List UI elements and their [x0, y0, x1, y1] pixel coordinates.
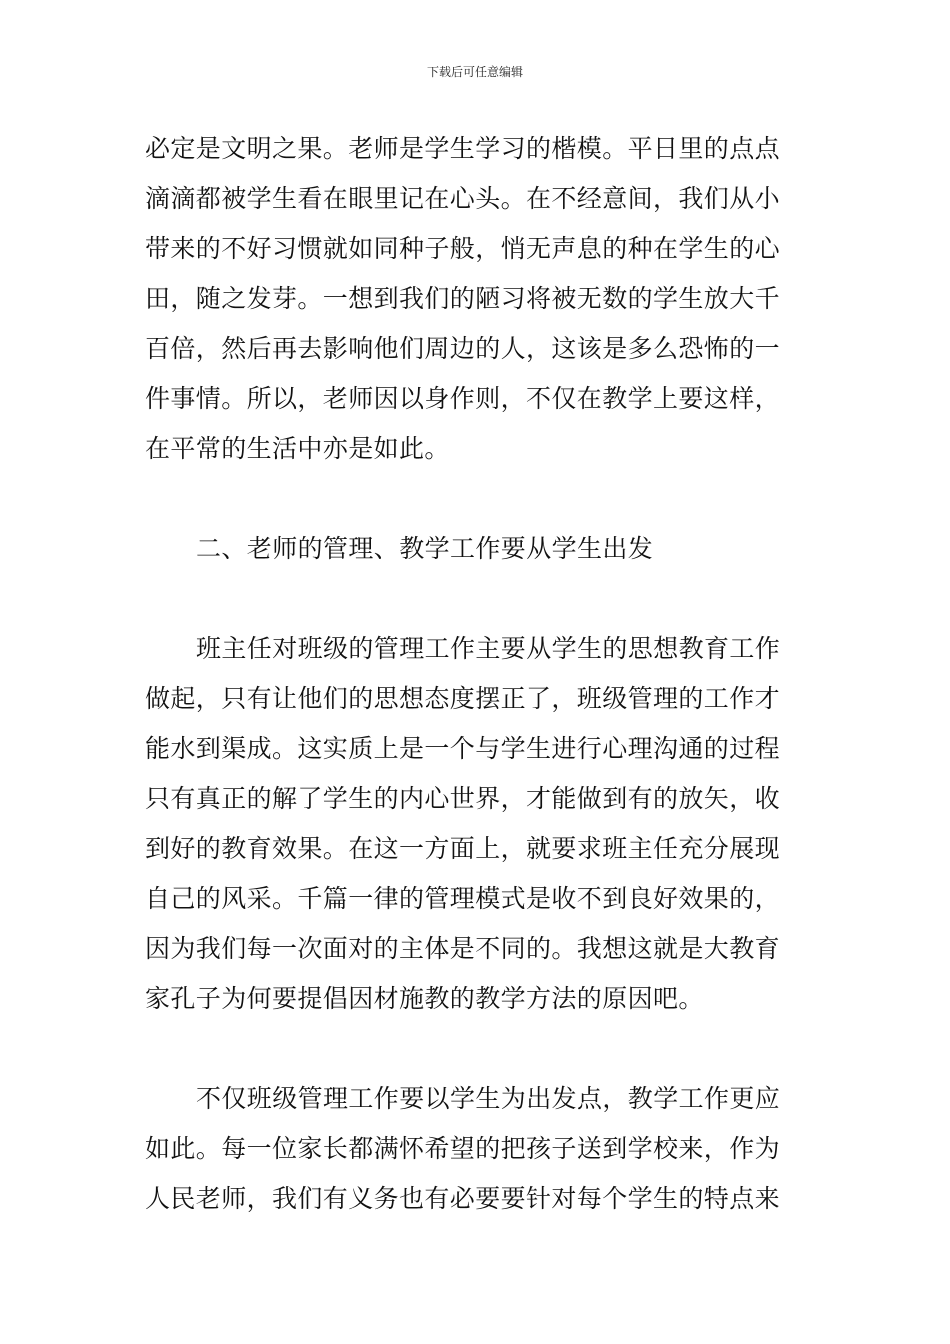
- paragraph-line: 到好的教育效果。在这一方面上，就要求班主任充分展现: [145, 834, 781, 863]
- paragraph-line: 人民老师，我们有义务也有必要要针对每个学生的特点来: [145, 1184, 781, 1213]
- paragraph-line: 百倍，然后再去影响他们周边的人，这该是多么恐怖的一: [145, 334, 781, 363]
- paragraph-line: 班主任对班级的管理工作主要从学生的思想教育工作: [196, 634, 781, 663]
- paragraph-spacer: [145, 1024, 807, 1074]
- paragraph-line: 因为我们每一次面对的主体是不同的。我想这就是大教育: [145, 934, 781, 963]
- paragraph-spacer: [145, 574, 807, 624]
- paragraph-line: 在平常的生活中亦是如此。: [145, 434, 450, 463]
- paragraph-line: 件事情。所以，老师因以身作则，不仅在教学上要这样，: [145, 384, 781, 413]
- paragraph-line: 滴滴都被学生看在眼里记在心头。在不经意间，我们从小: [145, 184, 781, 213]
- paragraph-2: [145, 624, 807, 1024]
- paragraph-line: 田，随之发芽。一想到我们的陋习将被无数的学生放大千: [145, 284, 781, 313]
- paragraph-line: 自己的风采。千篇一律的管理模式是收不到良好效果的，: [145, 884, 781, 913]
- paragraph-3: [145, 1074, 807, 1224]
- document-body: [145, 124, 807, 1224]
- section-heading: 二、老师的管理、教学工作要从学生出发: [196, 534, 654, 563]
- paragraph-line: 必定是文明之果。老师是学生学习的楷模。平日里的点点: [145, 134, 781, 163]
- paragraph-1: [145, 124, 807, 474]
- paragraph-line: 只有真正的解了学生的内心世界，才能做到有的放矢，收: [145, 784, 781, 813]
- page-header-note: 下载后可任意编辑: [426, 65, 523, 79]
- paragraph-line: 带来的不好习惯就如同种子般，悄无声息的种在学生的心: [145, 234, 781, 263]
- paragraph-line: 做起，只有让他们的思想态度摆正了，班级管理的工作才: [145, 684, 781, 713]
- paragraph-line: 家孔子为何要提倡因材施教的教学方法的原因吧。: [145, 984, 704, 1013]
- paragraph-line: 如此。每一位家长都满怀希望的把孩子送到学校来，作为: [145, 1134, 781, 1163]
- paragraph-spacer: [145, 474, 807, 524]
- paragraph-line: 能水到渠成。这实质上是一个与学生进行心理沟通的过程: [145, 734, 781, 763]
- paragraph-line: 不仅班级管理工作要以学生为出发点，教学工作更应: [196, 1084, 781, 1113]
